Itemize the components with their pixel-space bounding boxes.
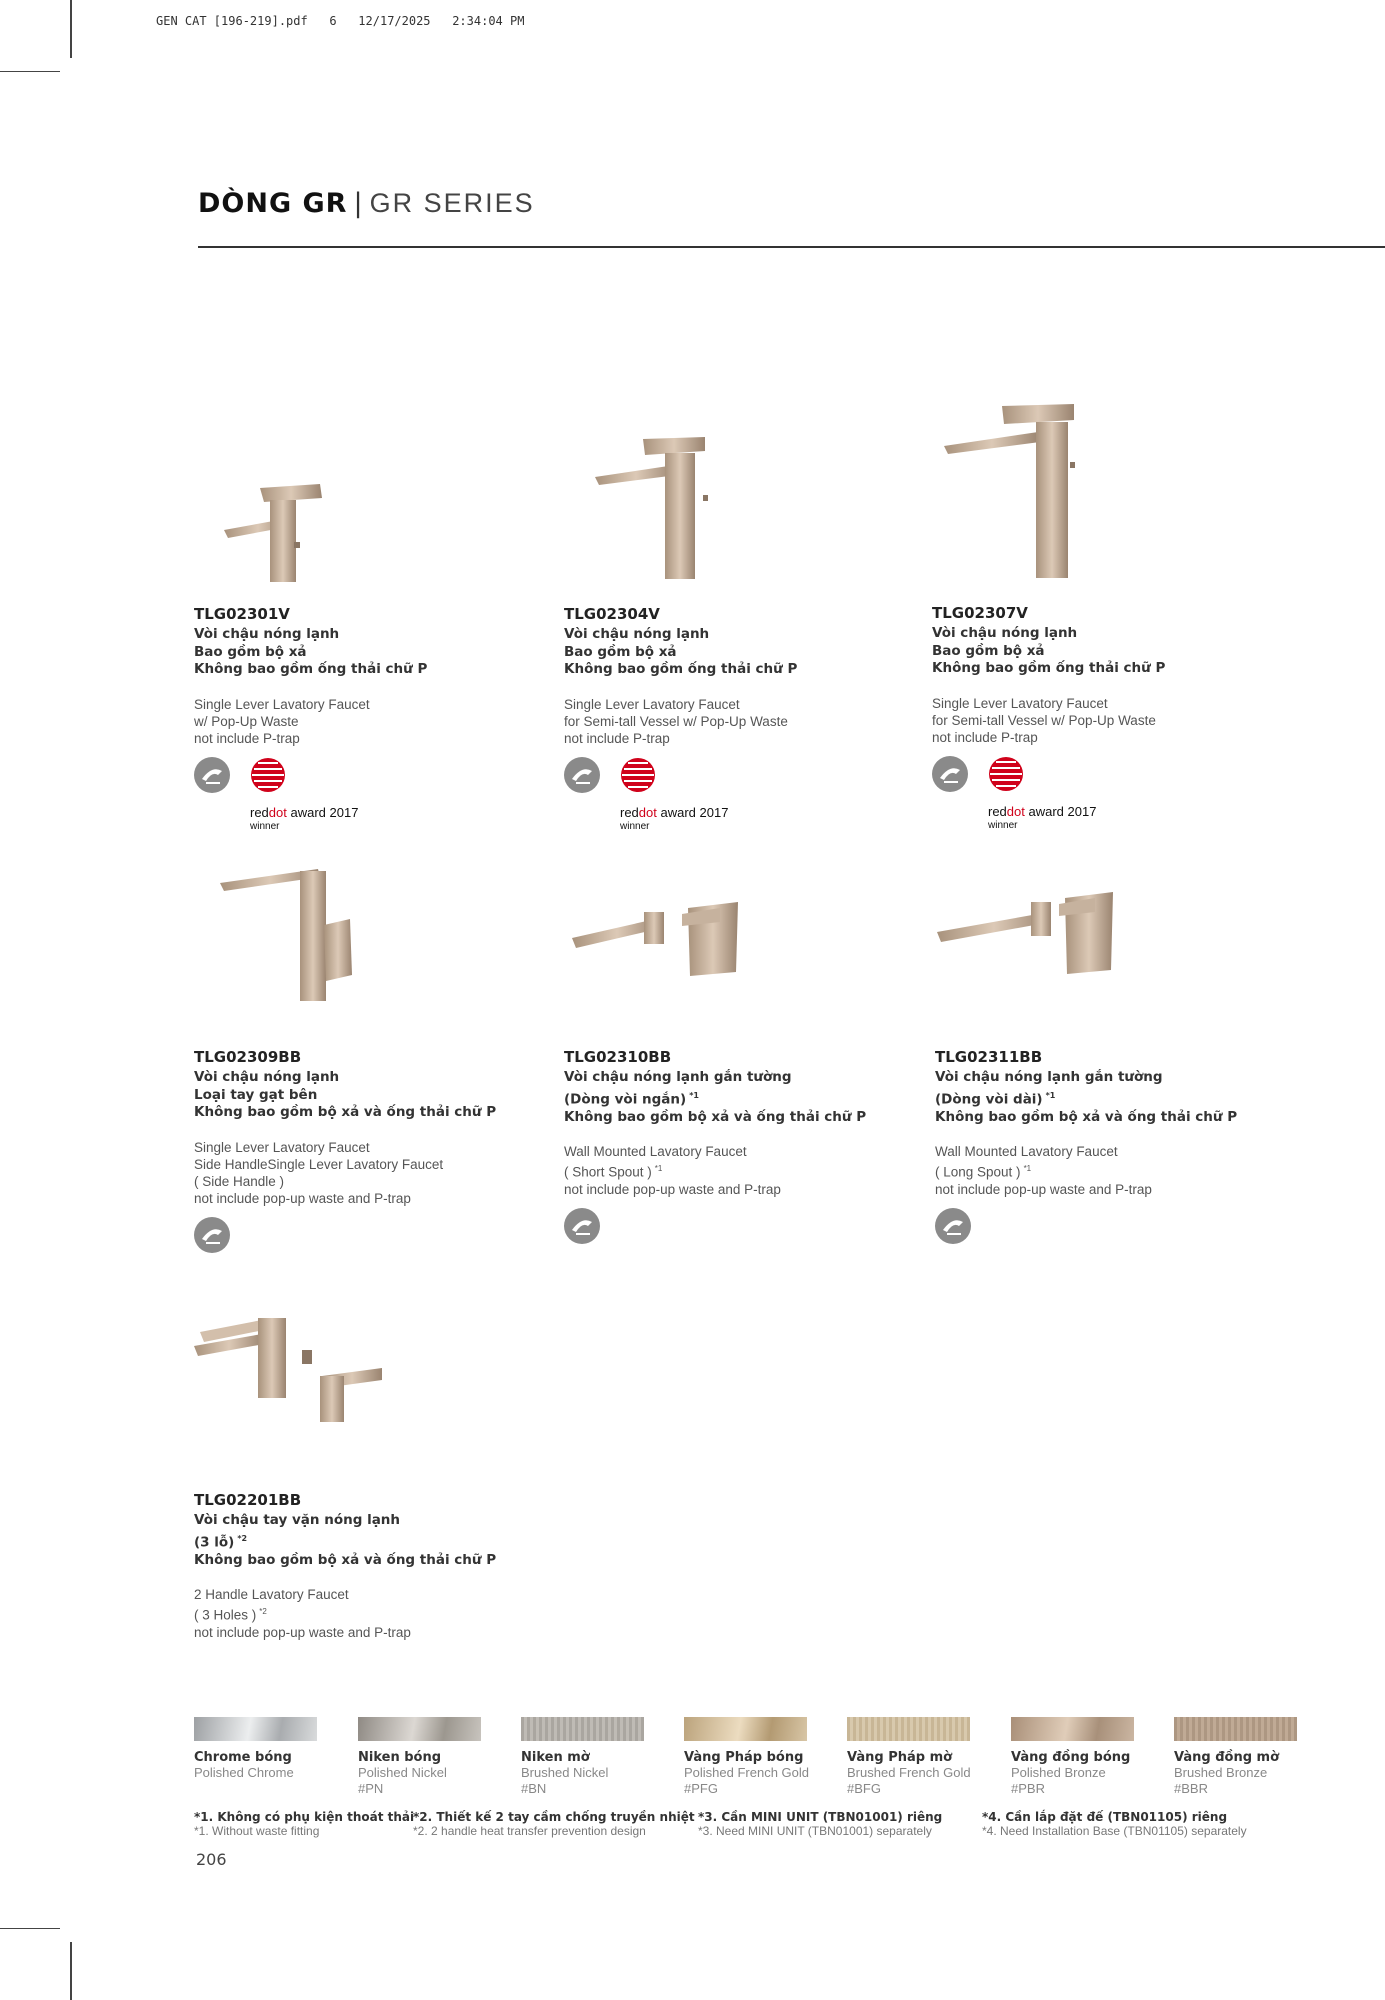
product-desc-en-line: ( 3 Holes ) $^{*2}$ [194,1607,267,1623]
crop-mark [70,1942,72,2000]
product-desc-vn-line: (Dòng vòi dài) $^{*1}$ [935,1090,1056,1107]
finish-name-vn: Niken mờ [521,1750,590,1765]
finish-color-bar [847,1717,970,1741]
finish-code: #PN [358,1781,384,1796]
finish-swatch [847,1717,972,1797]
footnote-vn: *1. Không có phụ kiện thoát thải [194,1810,415,1824]
finish-name-vn: Niken bóng [358,1750,442,1765]
product-desc-en-line: Single Lever Lavatory Faucet [564,696,740,712]
product-card [935,1048,1275,1248]
product-desc-vn-line: Vòi chậu nóng lạnh [194,1069,340,1085]
product-desc-vn-line: Vòi chậu nóng lạnh [564,626,710,642]
footnote [194,1810,414,1838]
title-en: GR SERIES [369,188,535,218]
reddot-award-icon [250,757,286,793]
product-desc-en-line: not include P-trap [932,729,1038,745]
product-desc-en-line: ( Short Spout ) $^{*1}$ [564,1164,663,1180]
footnote-ref: *1 [654,1164,663,1173]
faucet-image [218,865,358,1005]
product-desc-en-line: ( Long Spout ) $^{*1}$ [935,1164,1032,1180]
product-desc-vn-line: Bao gồm bộ xả [932,642,1045,659]
footnote-en: *1. Without waste fitting [194,1824,320,1838]
product-desc-en-line: Wall Mounted Lavatory Faucet [564,1144,747,1159]
product-desc-vn-line: Vòi chậu nóng lạnh gắn tường [564,1069,792,1085]
product-desc-en-line: ( Side Handle ) [194,1173,285,1189]
product-desc-en-line: 2 Handle Lavatory Faucet [194,1587,349,1602]
finish-swatch [358,1717,483,1797]
finish-color-bar [358,1717,481,1741]
product-desc-en-line: not include pop-up waste and P-trap [194,1190,411,1206]
product-desc-en [194,696,534,747]
product-desc-vn-line: Không bao gồm bộ xả và ống thải chữ P [935,1108,1238,1125]
finish-swatch [521,1717,646,1797]
product-desc-vn-line: (Dòng vòi ngắn) $^{*1}$ [564,1090,699,1107]
product-desc-en [564,1143,904,1198]
page-title [198,188,535,219]
finish-name-vn: Vàng đồng mờ [1174,1750,1280,1765]
product-desc-en-line: Single Lever Lavatory Faucet [194,696,370,712]
product-desc-en [935,1143,1275,1198]
product-desc-en-line: not include pop-up waste and P-trap [564,1181,781,1197]
product-desc-vn-line: Không bao gồm ống thải chữ P [564,661,798,677]
product-card [932,604,1272,831]
product-desc-en-line: Wall Mounted Lavatory Faucet [935,1144,1118,1159]
finish-color-bar [684,1717,807,1741]
finish-swatch [1011,1717,1136,1797]
finish-code: #BBR [1174,1781,1208,1796]
product-desc-en-line: for Semi-tall Vessel w/ Pop-Up Waste [932,712,1156,728]
footnote-en: *3. Need MINI UNIT (TBN01001) separately [698,1824,932,1838]
product-desc-vn-line: Bao gồm bộ xả [564,643,677,660]
product-desc-en-line: not include P-trap [564,730,670,746]
product-desc-vn-line: (3 lỗ) $^{*2}$ [194,1533,248,1550]
product-desc-vn-line: Không bao gồm ống thải chữ P [194,661,428,677]
product-card [564,1048,904,1248]
page-number: 206 [196,1850,227,1869]
finish-color-bar [1174,1717,1297,1741]
product-desc-en [932,695,1272,746]
product-code: TLG02310BB [564,1048,672,1066]
badges [932,756,1272,831]
product-desc-en-line: not include P-trap [194,730,300,746]
finish-name-en: Brushed Bronze [1174,1765,1268,1780]
crop-mark [0,1928,60,1929]
self-cleaning-icon [564,1208,600,1244]
print-header: GEN CAT [196-219].pdf 6 12/17/2025 2:34:04 PM [156,14,525,28]
footnote-ref: *1 [689,1090,699,1100]
finish-swatch [684,1717,809,1797]
finish-name-vn: Vàng Pháp mờ [847,1750,953,1765]
reddot-award-text: reddot award 2017 [988,803,1097,819]
product-desc-en-line: w/ Pop-Up Waste [194,713,299,729]
reddot-award-icon [620,757,656,793]
faucet-image [935,882,1115,977]
product-desc-en-line: not include pop-up waste and P-trap [194,1624,411,1640]
finish-code: #PBR [1011,1781,1045,1796]
footnote-ref: *1 [1023,1164,1032,1173]
product-desc-en [564,696,904,747]
footnote [413,1810,695,1838]
finish-name-en: Polished French Gold [684,1765,810,1780]
crop-mark [0,71,60,72]
product-desc-en [194,1586,534,1641]
title-vn: DÒNG GR [198,188,348,219]
product-code: TLG02304V [564,605,660,623]
badges [194,1217,534,1257]
reddot-winner: winner [250,820,280,832]
footnote-vn: *3. Cần MINI UNIT (TBN01001) riêng [698,1810,943,1824]
product-desc-vn-line: Không bao gồm bộ xả và ống thải chữ P [194,1104,497,1120]
product-desc-vn-line: Loại tay gạt bên [194,1086,318,1103]
footnote-en: *2. 2 handle heat transfer prevention design [413,1824,646,1838]
finish-code: #BFG [847,1781,881,1796]
product-desc-en-line: Side HandleSingle Lever Lavatory Faucet [194,1156,444,1172]
footnote-ref: *1 [1045,1090,1056,1100]
reddot-award-text: reddot award 2017 [250,804,359,820]
faucet-image [220,478,330,588]
finish-color-bar [194,1717,317,1741]
product-card [194,1491,534,1641]
title-rule [198,246,1385,248]
footnote-vn: *2. Thiết kế 2 tay cầm chống truyền nhiệt [413,1810,695,1824]
faucet-image [192,1310,387,1430]
finish-swatch [1174,1717,1299,1797]
self-cleaning-icon [935,1208,971,1244]
badges [194,757,534,832]
product-desc-vn-line: Không bao gồm ống thải chữ P [932,660,1166,676]
product-code: TLG02309BB [194,1048,302,1066]
product-desc-vn-line: Vòi chậu nóng lạnh [932,625,1078,641]
faucet-image [593,435,713,583]
badges [564,1208,904,1248]
faucet-image [570,888,740,978]
product-card [194,605,534,832]
finish-code: #BN [521,1781,547,1796]
product-code: TLG02311BB [935,1048,1043,1066]
footnote [698,1810,942,1838]
self-cleaning-icon [194,1217,230,1253]
product-desc-vn-line: Vòi chậu nóng lạnh gắn tường [935,1069,1163,1085]
reddot-winner: winner [620,820,650,832]
product-desc-vn-line: Vòi chậu nóng lạnh [194,626,340,642]
reddot-award-icon [988,756,1024,792]
product-code: TLG02301V [194,605,290,623]
self-cleaning-icon [564,757,600,793]
product-desc-en [194,1139,534,1207]
footnote [982,1810,1247,1838]
faucet-image [942,402,1077,582]
crop-mark [70,0,72,58]
product-desc-vn-line: Vòi chậu tay vặn nóng lạnh [194,1512,401,1528]
footnote-ref: *2 [259,1607,267,1616]
finish-name-en: Brushed Nickel [521,1765,609,1780]
badges [564,757,904,832]
finish-code: #PFG [684,1781,718,1796]
finish-name-en: Polished Bronze [1011,1765,1106,1780]
reddot-winner: winner [988,819,1018,831]
finish-name-vn: Vàng đồng bóng [1011,1750,1131,1765]
product-desc-en-line: Single Lever Lavatory Faucet [194,1139,370,1155]
reddot-award-text: reddot award 2017 [620,804,729,820]
footnote-vn: *4. Cần lắp đặt đế (TBN01105) riêng [982,1810,1228,1824]
finish-color-bar [1011,1717,1134,1741]
finish-name-en: Brushed French Gold [847,1765,971,1780]
product-desc-en-line: Single Lever Lavatory Faucet [932,695,1108,711]
finish-name-vn: Chrome bóng [194,1750,292,1765]
product-desc-en-line: not include pop-up waste and P-trap [935,1181,1152,1197]
product-desc-vn-line: Không bao gồm bộ xả và ống thải chữ P [564,1108,867,1125]
footnote-ref: *2 [237,1533,248,1543]
product-desc-vn-line: Bao gồm bộ xả [194,643,307,660]
title-separator: | [353,188,364,219]
product-code: TLG02307V [932,604,1028,622]
product-desc-vn-line: Không bao gồm bộ xả và ống thải chữ P [194,1551,497,1568]
finish-color-bar [521,1717,644,1741]
product-code: TLG02201BB [194,1491,302,1509]
product-card [194,1048,534,1257]
finish-name-vn: Vàng Pháp bóng [684,1750,804,1765]
product-desc-en-line: for Semi-tall Vessel w/ Pop-Up Waste [564,713,788,729]
finish-name-en: Polished Chrome [194,1765,294,1780]
finish-swatch [194,1717,319,1781]
product-card [564,605,904,832]
finish-name-en: Polished Nickel [358,1765,447,1780]
footnote-en: *4. Need Installation Base (TBN01105) separately [982,1824,1247,1838]
badges [935,1208,1275,1248]
self-cleaning-icon [932,756,968,792]
self-cleaning-icon [194,757,230,793]
